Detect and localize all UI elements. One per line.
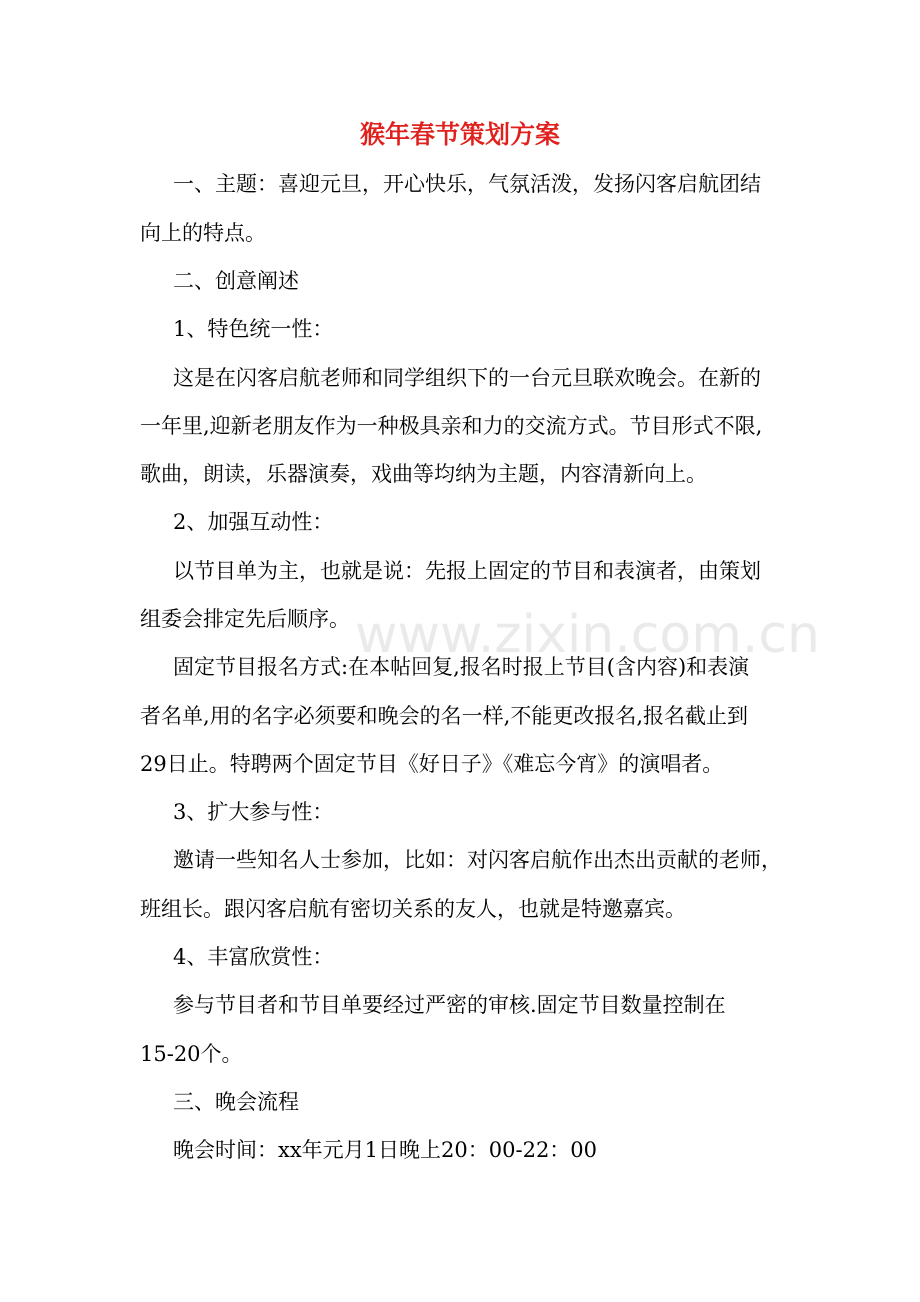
subheading-unity: 1、特色统一性： xyxy=(173,317,334,341)
paragraph-line: 这是在闪客启航老师和同学组织下的一台元旦联欢晚会。在新的 xyxy=(173,366,761,390)
watermark: www.zixin.com.cn xyxy=(355,605,820,665)
section-heading-creative: 二、创意阐述 xyxy=(173,269,299,293)
paragraph-line: 29日止。特聘两个固定节目《好日子》《难忘今宵》的演唱者。 xyxy=(140,752,724,776)
paragraph-line: 歌曲，朗读，乐器演奏，戏曲等均纳为主题，内容清新向上。 xyxy=(140,462,707,486)
paragraph-line: 15-20个。 xyxy=(140,1042,243,1066)
subheading-participation: 3、扩大参与性： xyxy=(173,800,334,824)
paragraph-line: 参与节目者和节目单要经过严密的审核.固定节目数量控制在 xyxy=(173,993,726,1017)
paragraph-line: 组委会排定先后顺序。 xyxy=(140,607,350,631)
paragraph-line: 班组长。跟闪客启航有密切关系的友人，也就是特邀嘉宾。 xyxy=(140,897,686,921)
subheading-appreciation: 4、丰富欣赏性： xyxy=(173,945,334,969)
section-theme-line-1: 一、主题：喜迎元旦，开心快乐，气氛活泼，发扬闪客启航团结 xyxy=(173,172,761,196)
paragraph-line: 以节目单为主，也就是说：先报上固定的节目和表演者，由策划 xyxy=(173,559,761,583)
paragraph-line: 晚会时间：xx年元月1日晚上20：00-22：00 xyxy=(173,1138,598,1162)
section-heading-process: 三、晚会流程 xyxy=(173,1090,299,1114)
subheading-interaction: 2、加强互动性： xyxy=(173,510,334,534)
paragraph-line: 邀请一些知名人士参加，比如：对闪客启航作出杰出贡献的老师， xyxy=(173,848,782,872)
paragraph-line: 一年里,迎新老朋友作为一种极具亲和力的交流方式。节目形式不限, xyxy=(140,414,763,438)
section-theme-line-2: 向上的特点。 xyxy=(140,221,266,245)
paragraph-line: 者名单,用的名字必须要和晚会的名一样,不能更改报名,报名截止到 xyxy=(140,704,749,728)
paragraph-line: 固定节目报名方式:在本帖回复,报名时报上节目(含内容)和表演 xyxy=(173,655,750,679)
document-title: 猴年春节策划方案 xyxy=(359,120,560,149)
